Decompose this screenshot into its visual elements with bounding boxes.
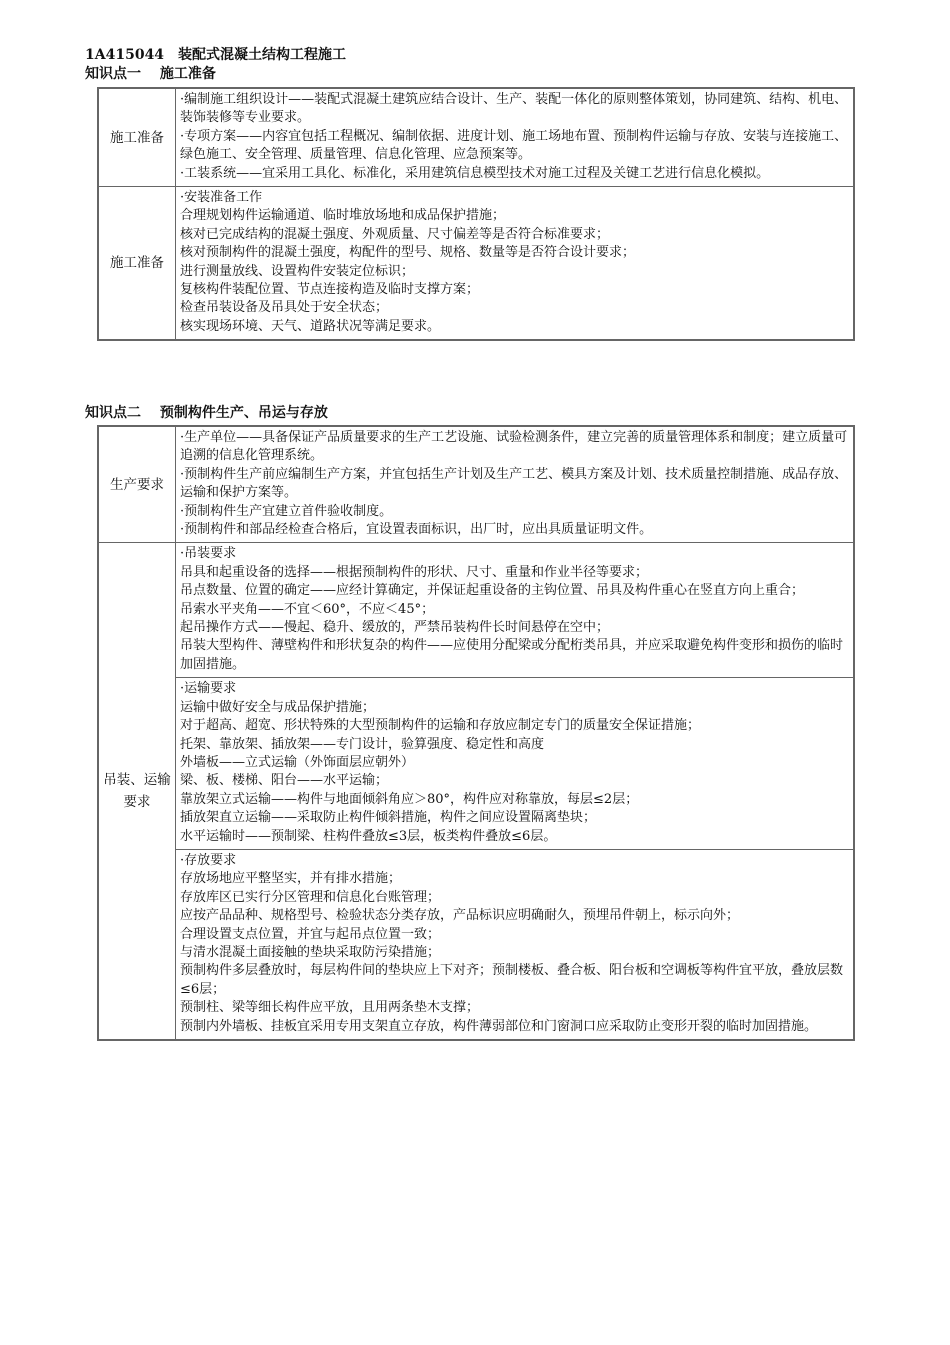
content-line: ·安装准备工作 — [180, 190, 263, 206]
table-row — [98, 543, 854, 678]
table-row — [98, 426, 854, 543]
content-line: 起吊操作方式——慢起、稳升、缓放的，严禁吊装构件长时间悬停在空中； — [180, 620, 610, 636]
content-line: ·工装系统——宜采用工具化、标准化，采用建筑信息模型技术对施工过程及关键工艺进行信息化模拟。 — [180, 165, 770, 181]
content-line: 运输中做好安全与成品保护措施； — [180, 699, 376, 715]
table-row — [98, 849, 854, 1040]
content-line: ·吊装要求 — [180, 546, 237, 562]
content-line: ·专项方案——内容宜包括工程概况、编制依据、进度计划、施工场地布置、预制构件运输与存放、安装与连接施工、绿色施工、安全管理、质量管理、信息化管理、应急预案等。 — [180, 128, 848, 163]
table-row — [98, 678, 854, 850]
section1-title: 知识点一 施工准备 — [85, 66, 216, 82]
content-line: ·生产单位——具备保证产品质量要求的生产工艺设施、试验检测条件，建立完善的质量管理体系和制度；建立质量可追溯的信息化管理系统。 — [180, 430, 848, 464]
content-line: 对于超高、超宽、形状特殊的大型预制构件的运输和存放应制定专门的质量安全保证措施； — [180, 718, 701, 734]
section2-title: 知识点二 预制构件生产、吊运与存放 — [85, 405, 328, 421]
content-line: 托架、靠放架、插放架——专门设计，验算强度、稳定性和高度 — [180, 736, 545, 752]
content-line: 核对预制构件的混凝土强度，构配件的型号、规格、数量等是否符合设计要求； — [180, 245, 636, 261]
content-line: 吊装大型构件、薄壁构件和形状复杂的构件——应使用分配梁或分配桁类吊具，并应采取避免构件变形和损伤的临时加固措施。 — [180, 638, 844, 672]
content-line: 检查吊装设备及吊具处于安全状态； — [180, 300, 389, 316]
row-content — [176, 187, 855, 341]
hoisting-requirements — [176, 543, 855, 678]
content-line: 吊具和起重设备的选择——根据预制构件的形状、尺寸、重量和作业半径等要求； — [180, 564, 649, 580]
transport-requirements — [176, 678, 855, 850]
content-line: 外墙板——立式运输（外饰面层应朝外） — [180, 754, 415, 770]
content-line: 预制柱、梁等细长构件应平放，且用两条垫木支撑； — [180, 1000, 480, 1016]
row-label: 施工准备 — [98, 88, 176, 187]
storage-requirements — [176, 849, 855, 1040]
content-line: ·存放要求 — [180, 852, 237, 868]
content-line: 预制内外墙板、挂板宜采用专用支架直立存放，构件薄弱部位和门窗洞口应采取防止变形开裂的临时加固措施。 — [180, 1018, 818, 1034]
row-content — [176, 426, 855, 543]
content-line: ·预制构件和部品经检查合格后，宜设置表面标识，出厂时，应出具质量证明文件。 — [180, 522, 653, 538]
content-line: 进行测量放线、设置构件安装定位标识； — [180, 263, 415, 279]
content-line: 插放架直立运输——采取防止构件倾斜措施，构件之间应设置隔离垫块； — [180, 810, 597, 826]
row-label: 生产要求 — [98, 426, 176, 543]
content-line: 靠放架立式运输——构件与地面倾斜角应＞80°，构件应对称靠放，每层≤2层； — [180, 791, 639, 807]
content-line: 存放库区已实行分区管理和信息化台账管理； — [180, 889, 441, 905]
section1-table — [97, 87, 855, 341]
content-line: 吊索水平夹角——不宜＜60°，不应＜45°； — [180, 601, 435, 617]
table-row — [98, 187, 854, 341]
row-content — [176, 88, 855, 187]
content-line: 存放场地应平整坚实，并有排水措施； — [180, 871, 402, 887]
content-line: 预制构件多层叠放时，每层构件间的垫块应上下对齐；预制楼板、叠合板、阳台板和空调板等构件宜平放，叠放层数≤6层； — [180, 963, 844, 997]
content-line: 合理规划构件运输通道、临时堆放场地和成品保护措施； — [180, 208, 506, 224]
content-line: ·编制施工组织设计——装配式混凝土建筑应结合设计、生产、装配一体化的原则整体策划，协同建筑、结构、机电、装饰装修等专业要求。 — [180, 92, 848, 126]
section2-table — [97, 425, 855, 1041]
table-row — [98, 88, 854, 187]
content-line: 水平运输时——预制梁、柱构件叠放≤3层，板类构件叠放≤6层。 — [180, 828, 557, 844]
content-line: 合理设置支点位置，并宜与起吊点位置一致； — [180, 926, 441, 942]
content-line: 梁、板、楼梯、阳台——水平运输； — [180, 773, 389, 789]
row-label: 吊装、运输要求 — [98, 543, 176, 1040]
content-line: ·运输要求 — [180, 681, 237, 697]
document-title: 1A415044 装配式混凝土结构工程施工 — [85, 47, 347, 63]
content-line: 核对已完成结构的混凝土强度、外观质量、尺寸偏差等是否符合标准要求； — [180, 226, 610, 242]
content-line: 核实现场环境、天气、道路状况等满足要求。 — [180, 318, 441, 334]
content-line: ·预制构件生产前应编制生产方案，并宜包括生产计划及生产工艺、模具方案及计划、技术质量控制措施、成品存放、运输和保护方案等。 — [180, 466, 848, 501]
content-line: 吊点数量、位置的确定——应经计算确定，并保证起重设备的主钩位置、吊具及构件重心在竖直方向上重合； — [180, 583, 805, 599]
content-line: 与清水混凝土面接触的垫块采取防污染措施； — [180, 944, 441, 960]
content-line: 复核构件装配位置、节点连接构造及临时支撑方案； — [180, 282, 480, 298]
row-label: 施工准备 — [98, 187, 176, 341]
content-line: ·预制构件生产宜建立首件验收制度。 — [180, 503, 393, 519]
content-line: 应按产品品种、规格型号、检验状态分类存放，产品标识应明确耐久，预埋吊件朝上，标示向外； — [180, 908, 740, 924]
